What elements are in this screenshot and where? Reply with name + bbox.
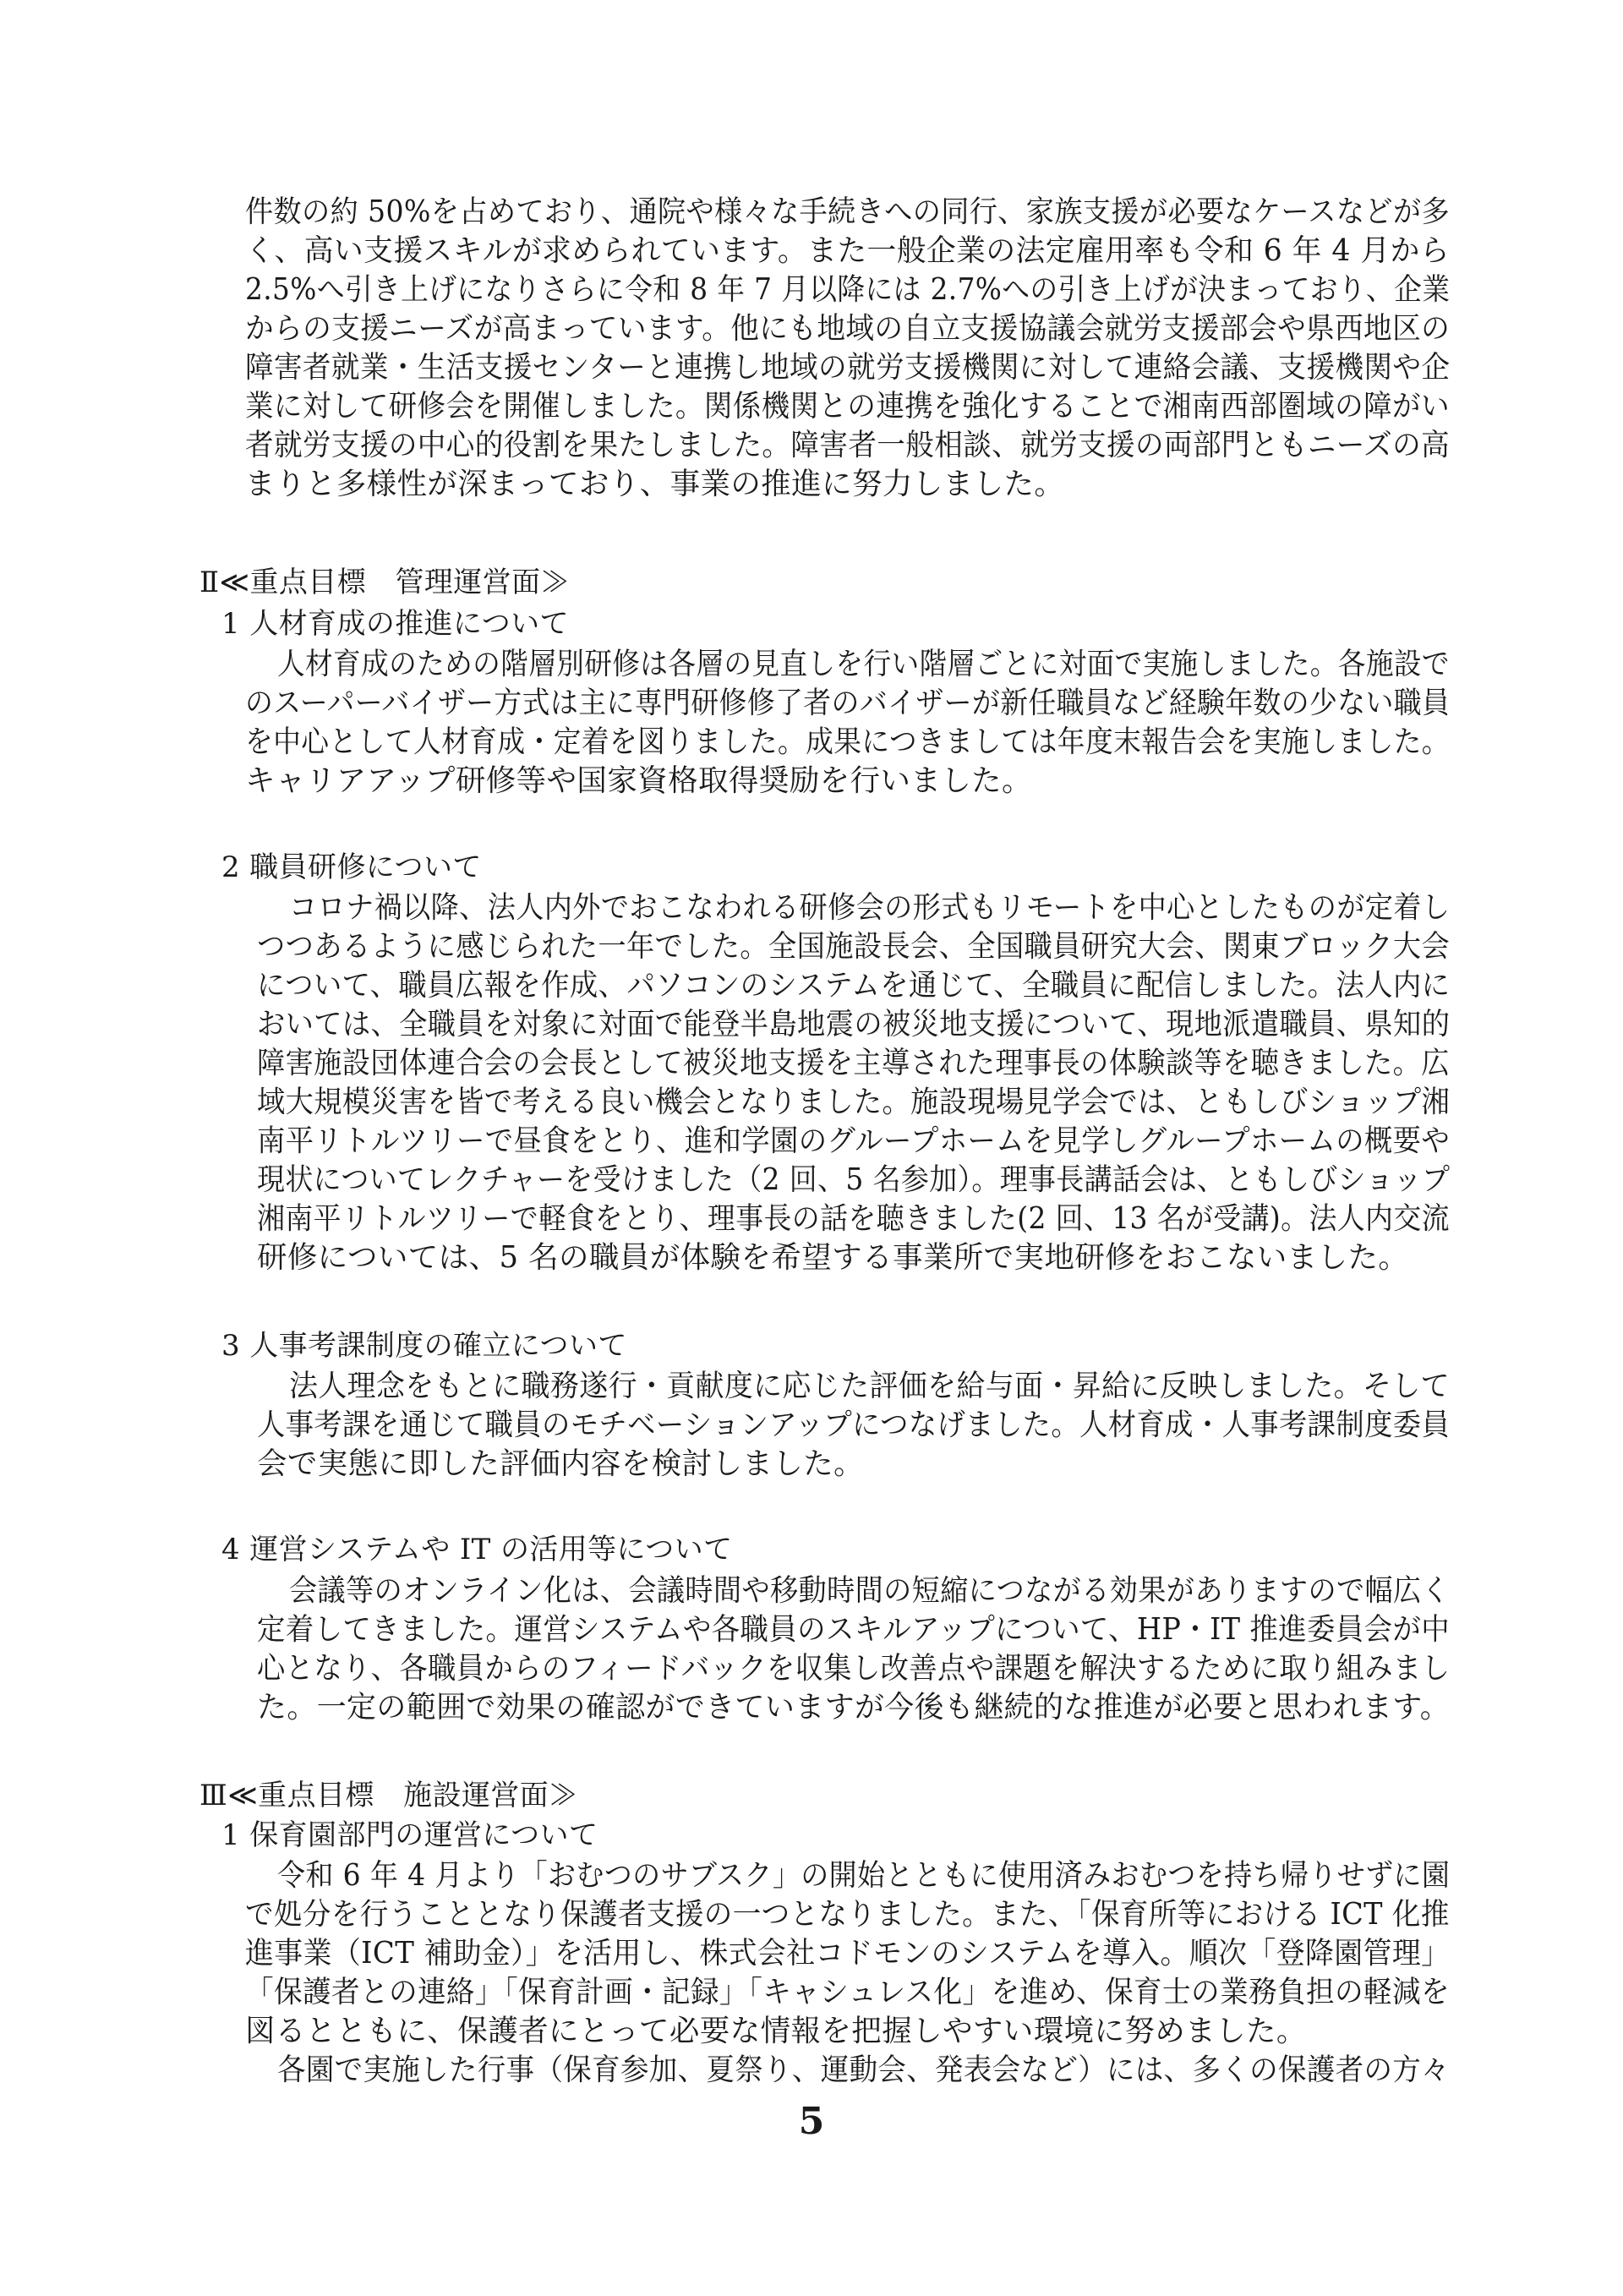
paragraph-line: 法人理念をもとに職務遂行・貢献度に応じた評価を給与面・昇給に反映しました。そして — [289, 1369, 1450, 1403]
paragraph-line: 定着してきました。運営システムや各職員のスキルアップについて、HP・IT 推進委員会が中 — [257, 1612, 1451, 1647]
intro-line: 件数の約 50%を占めており、通院や様々な手続きへの同行、家族支援が必要なケースなどが多 — [245, 194, 1450, 229]
section-3-title: Ⅲ≪重点目標 施設運営面≫ — [199, 1779, 578, 1812]
paragraph-line: 人事考課を通じて職員のモチベーションアップにつなげました。人材育成・人事考課制度委員 — [257, 1408, 1451, 1442]
intro-line: 者就労支援の中心的役割を果たしました。障害者一般相談、就労支援の両部門ともニーズの高 — [245, 428, 1451, 462]
subsection-heading: 4 運営システムや IT の活用等について — [221, 1533, 733, 1566]
paragraph-line: を中心として人材育成・定着を図りました。成果につきましては年度末報告会を実施しました。 — [245, 724, 1450, 759]
paragraph-line: 域大規模災害を皆で考える良い機会となりました。施設現場見学会では、ともしびショップ湘 — [257, 1085, 1451, 1119]
paragraph-line: 湘南平リトルツリーで軽食をとり、理事長の話を聴きました(2 回、13 名が受講)。法人内交流 — [257, 1201, 1450, 1236]
paragraph-line: について、職員広報を作成、パソコンのシステムを通じて、全職員に配信しました。法人内に — [257, 968, 1451, 1003]
section-2-title: Ⅱ≪重点目標 管理運営面≫ — [199, 566, 570, 599]
paragraph-line: 研修については、5 名の職員が体験を希望する事業所で実地研修をおこないました。 — [257, 1240, 1409, 1275]
paragraph-line: 会議等のオンライン化は、会議時間や移動時間の短縮につながる効果がありますので幅広く — [289, 1573, 1451, 1608]
paragraph-line: 「保護者との連絡」「保育計画・記録」「キャシュレス化」を進め、保育士の業務負担の軽減を — [245, 1975, 1450, 2009]
paragraph-line: 令和 6 年 4 月より「おむつのサブスク」の開始とともに使用済みおむつを持ち帰りせずに園 — [277, 1858, 1451, 1893]
subsection-heading: 1 人材育成の推進について — [221, 607, 569, 641]
intro-line: からの支援ニーズが高まっています。他にも地域の自立支援協議会就労支援部会や県西地区の — [245, 311, 1451, 346]
subsection-heading: 3 人事考課制度の確立について — [221, 1329, 627, 1363]
intro-line: まりと多様性が深まっており、事業の推進に努力しました。 — [245, 467, 1065, 501]
intro-line: 障害者就業・生活支援センターと連携し地域の就労支援機関に対して連絡会議、支援機関や企 — [245, 350, 1451, 385]
paragraph-line: 図るとともに、保護者にとって必要な情報を把握しやすい環境に努めました。 — [245, 2014, 1307, 2048]
subsection-heading: 1 保育園部門の運営について — [221, 1818, 598, 1852]
paragraph-line: コロナ禍以降、法人内外でおこなわれる研修会の形式もリモートを中心としたものが定着し — [289, 890, 1451, 925]
paragraph-line: 障害施設団体連合会の会長として被災地支援を主導された理事長の体験談等を聴きました。広 — [257, 1046, 1450, 1080]
paragraph-line: 心となり、各職員からのフィードバックを収集し改善点や課題を解決するために取り組みまし — [257, 1651, 1451, 1686]
paragraph-line: のスーパーバイザー方式は主に専門研修修了者のバイザーが新任職員など経験年数の少ない職員 — [245, 686, 1451, 720]
intro-line: 業に対して研修会を開催しました。関係機関との連携を強化することで湘南西部圏域の障がい — [245, 389, 1450, 424]
subsection-heading: 2 職員研修について — [221, 850, 482, 884]
page-number: 5 — [798, 2100, 825, 2143]
paragraph-line: で処分を行うこととなり保護者支援の一つとなりました。また、「保育所等における ICT 化推 — [245, 1897, 1450, 1932]
paragraph-line: キャリアアップ研修等や国家資格取得奨励を行いました。 — [245, 763, 1032, 798]
paragraph-line: おいては、全職員を対象に対面で能登半島地震の被災地支援について、現地派遣職員、県知的 — [257, 1007, 1451, 1041]
paragraph-line: つつあるように感じられた一年でした。全国施設長会、全国職員研究大会、関東ブロック大会 — [257, 929, 1451, 964]
paragraph-line: 人材育成のための階層別研修は各層の見直しを行い階層ごとに対面で実施しました。各施設で — [277, 647, 1450, 681]
paragraph-line: 進事業（ICT 補助金）」を活用し、株式会社コドモンのシステムを導入。順次「登降園管理」 — [245, 1936, 1451, 1971]
intro-line: 2.5%へ引き上げになりさらに令和 8 年 7 月以降には 2.7%への引き上げが決まっており、企業 — [245, 272, 1451, 307]
paragraph-line: 会で実態に即した評価内容を検討しました。 — [257, 1446, 865, 1481]
paragraph-line: 南平リトルツリーで昼食をとり、進和学園のグループホームを見学しグループホームの概要や — [257, 1123, 1451, 1158]
paragraph-line: 現状についてレクチャーを受けました（2 回、5 名参加）。理事長講話会は、ともしびショップ — [257, 1162, 1451, 1197]
paragraph-line: た。一定の範囲で効果の確認ができていますが今後も継続的な推進が必要と思われます。 — [257, 1690, 1451, 1725]
intro-line: く、高い支援スキルが求められています。また一般企業の法定雇用率も令和 6 年 4 月から — [245, 233, 1450, 268]
paragraph-line: 各園で実施した行事（保育参加、夏祭り、運動会、発表会など）には、多くの保護者の方々 — [277, 2053, 1450, 2087]
